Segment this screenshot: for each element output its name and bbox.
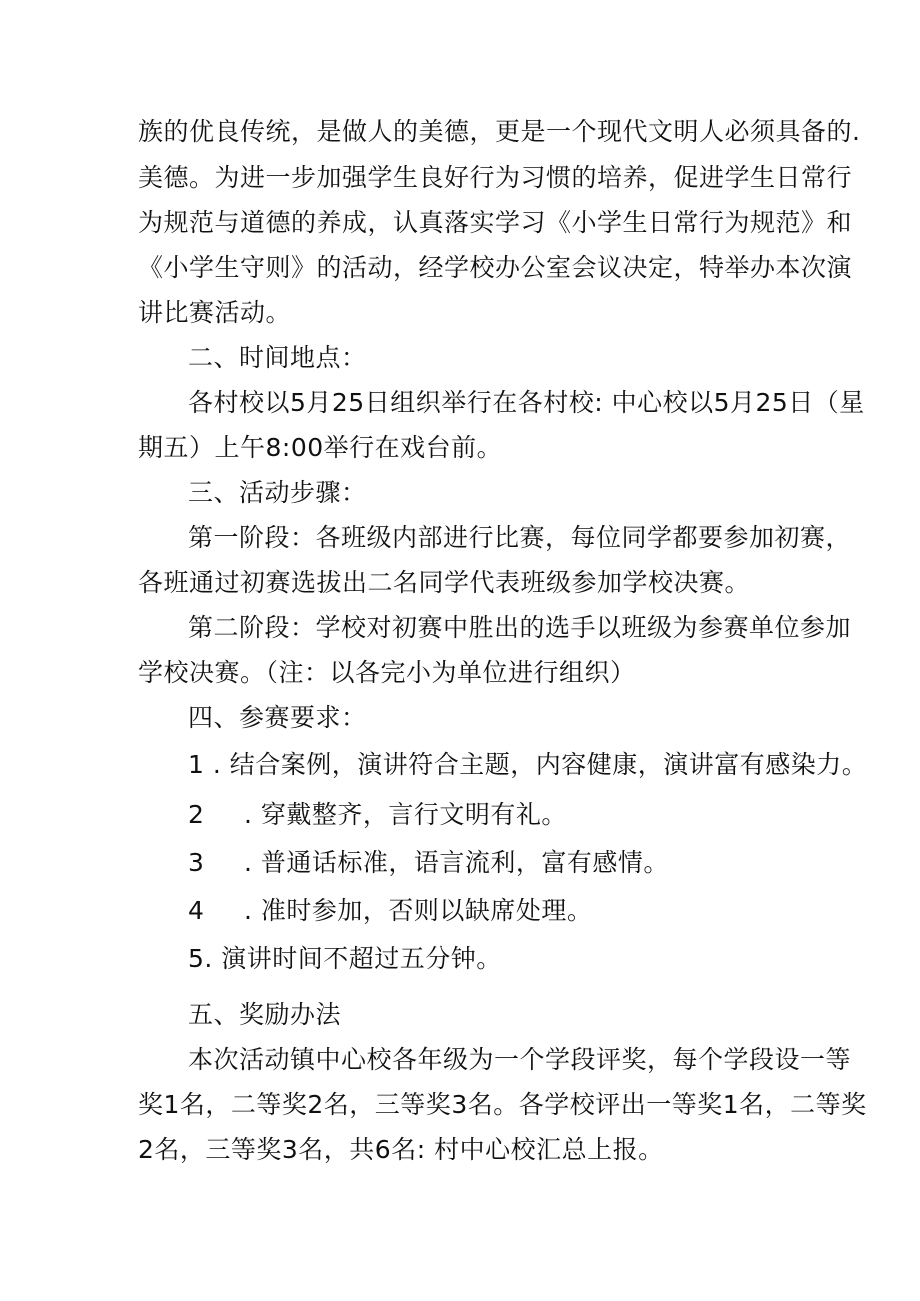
intro-line-3: 为规范与道德的养成，认真落实学习《小学生日常行为规范》和	[138, 208, 853, 237]
requirement-item-2	[188, 800, 567, 830]
requirement-text: . 准时参加，否则以缺席处理。	[244, 896, 593, 925]
requirement-item-3	[188, 848, 669, 878]
stage1-line-2: 各班通过初赛选拔出二名同学代表班级参加学校决赛。	[138, 568, 751, 597]
requirement-text: . 普通话标准，语言流利，富有感情。	[244, 848, 669, 877]
intro-line-4: 《小学生守则》的活动，经学校办公室会议决定，特举办本次演	[138, 253, 853, 282]
intro-line-2: 美德。为进一步加强学生良好行为习惯的培养，促进学生日常行	[138, 163, 853, 192]
requirement-number: 4	[188, 896, 205, 925]
time-place-line-1: 各村校以5月25日组织举行在各村校: 中心校以5月25日（星	[188, 388, 865, 417]
awards-line-2: 奖1名，二等奖2名，三等奖3名。各学校评出一等奖1名，二等奖	[138, 1090, 867, 1119]
section-heading-requirements: 四、参赛要求：	[188, 703, 367, 732]
stage2-line-1: 第二阶段：学校对初赛中胜出的选手以班级为参赛单位参加	[188, 613, 852, 642]
awards-line-3: 2名，三等奖3名，共6名: 村中心校汇总上报。	[138, 1135, 664, 1164]
requirement-number: 2	[188, 800, 205, 829]
requirement-text: . 穿戴整齐，言行文明有礼。	[244, 800, 567, 829]
time-place-line-2: 期五）上午8:00举行在戏台前。	[138, 433, 503, 462]
stage2-line-2: 学校决赛。（注：以各完小为单位进行组织）	[138, 658, 636, 687]
requirement-item-5: 5. 演讲时间不超过五分钟。	[188, 944, 502, 973]
section-heading-awards: 五、奖励办法	[188, 1000, 342, 1029]
intro-line-5: 讲比赛活动。	[138, 298, 292, 327]
intro-line-1: 族的优良传统，是做人的美德，更是一个现代文明人必须具备的.	[138, 117, 861, 146]
stage1-line-1: 第一阶段：各班级内部进行比赛，每位同学都要参加初赛，	[188, 523, 852, 552]
section-heading-time-place: 二、时间地点：	[188, 343, 367, 372]
section-heading-steps: 三、活动步骤：	[188, 478, 367, 507]
requirement-item-1: 1 . 结合案例，演讲符合主题，内容健康，演讲富有感染力。	[188, 750, 868, 779]
requirement-item-4	[188, 896, 592, 926]
awards-line-1: 本次活动镇中心校各年级为一个学段评奖，每个学段设一等	[188, 1045, 852, 1074]
requirement-number: 3	[188, 848, 205, 877]
